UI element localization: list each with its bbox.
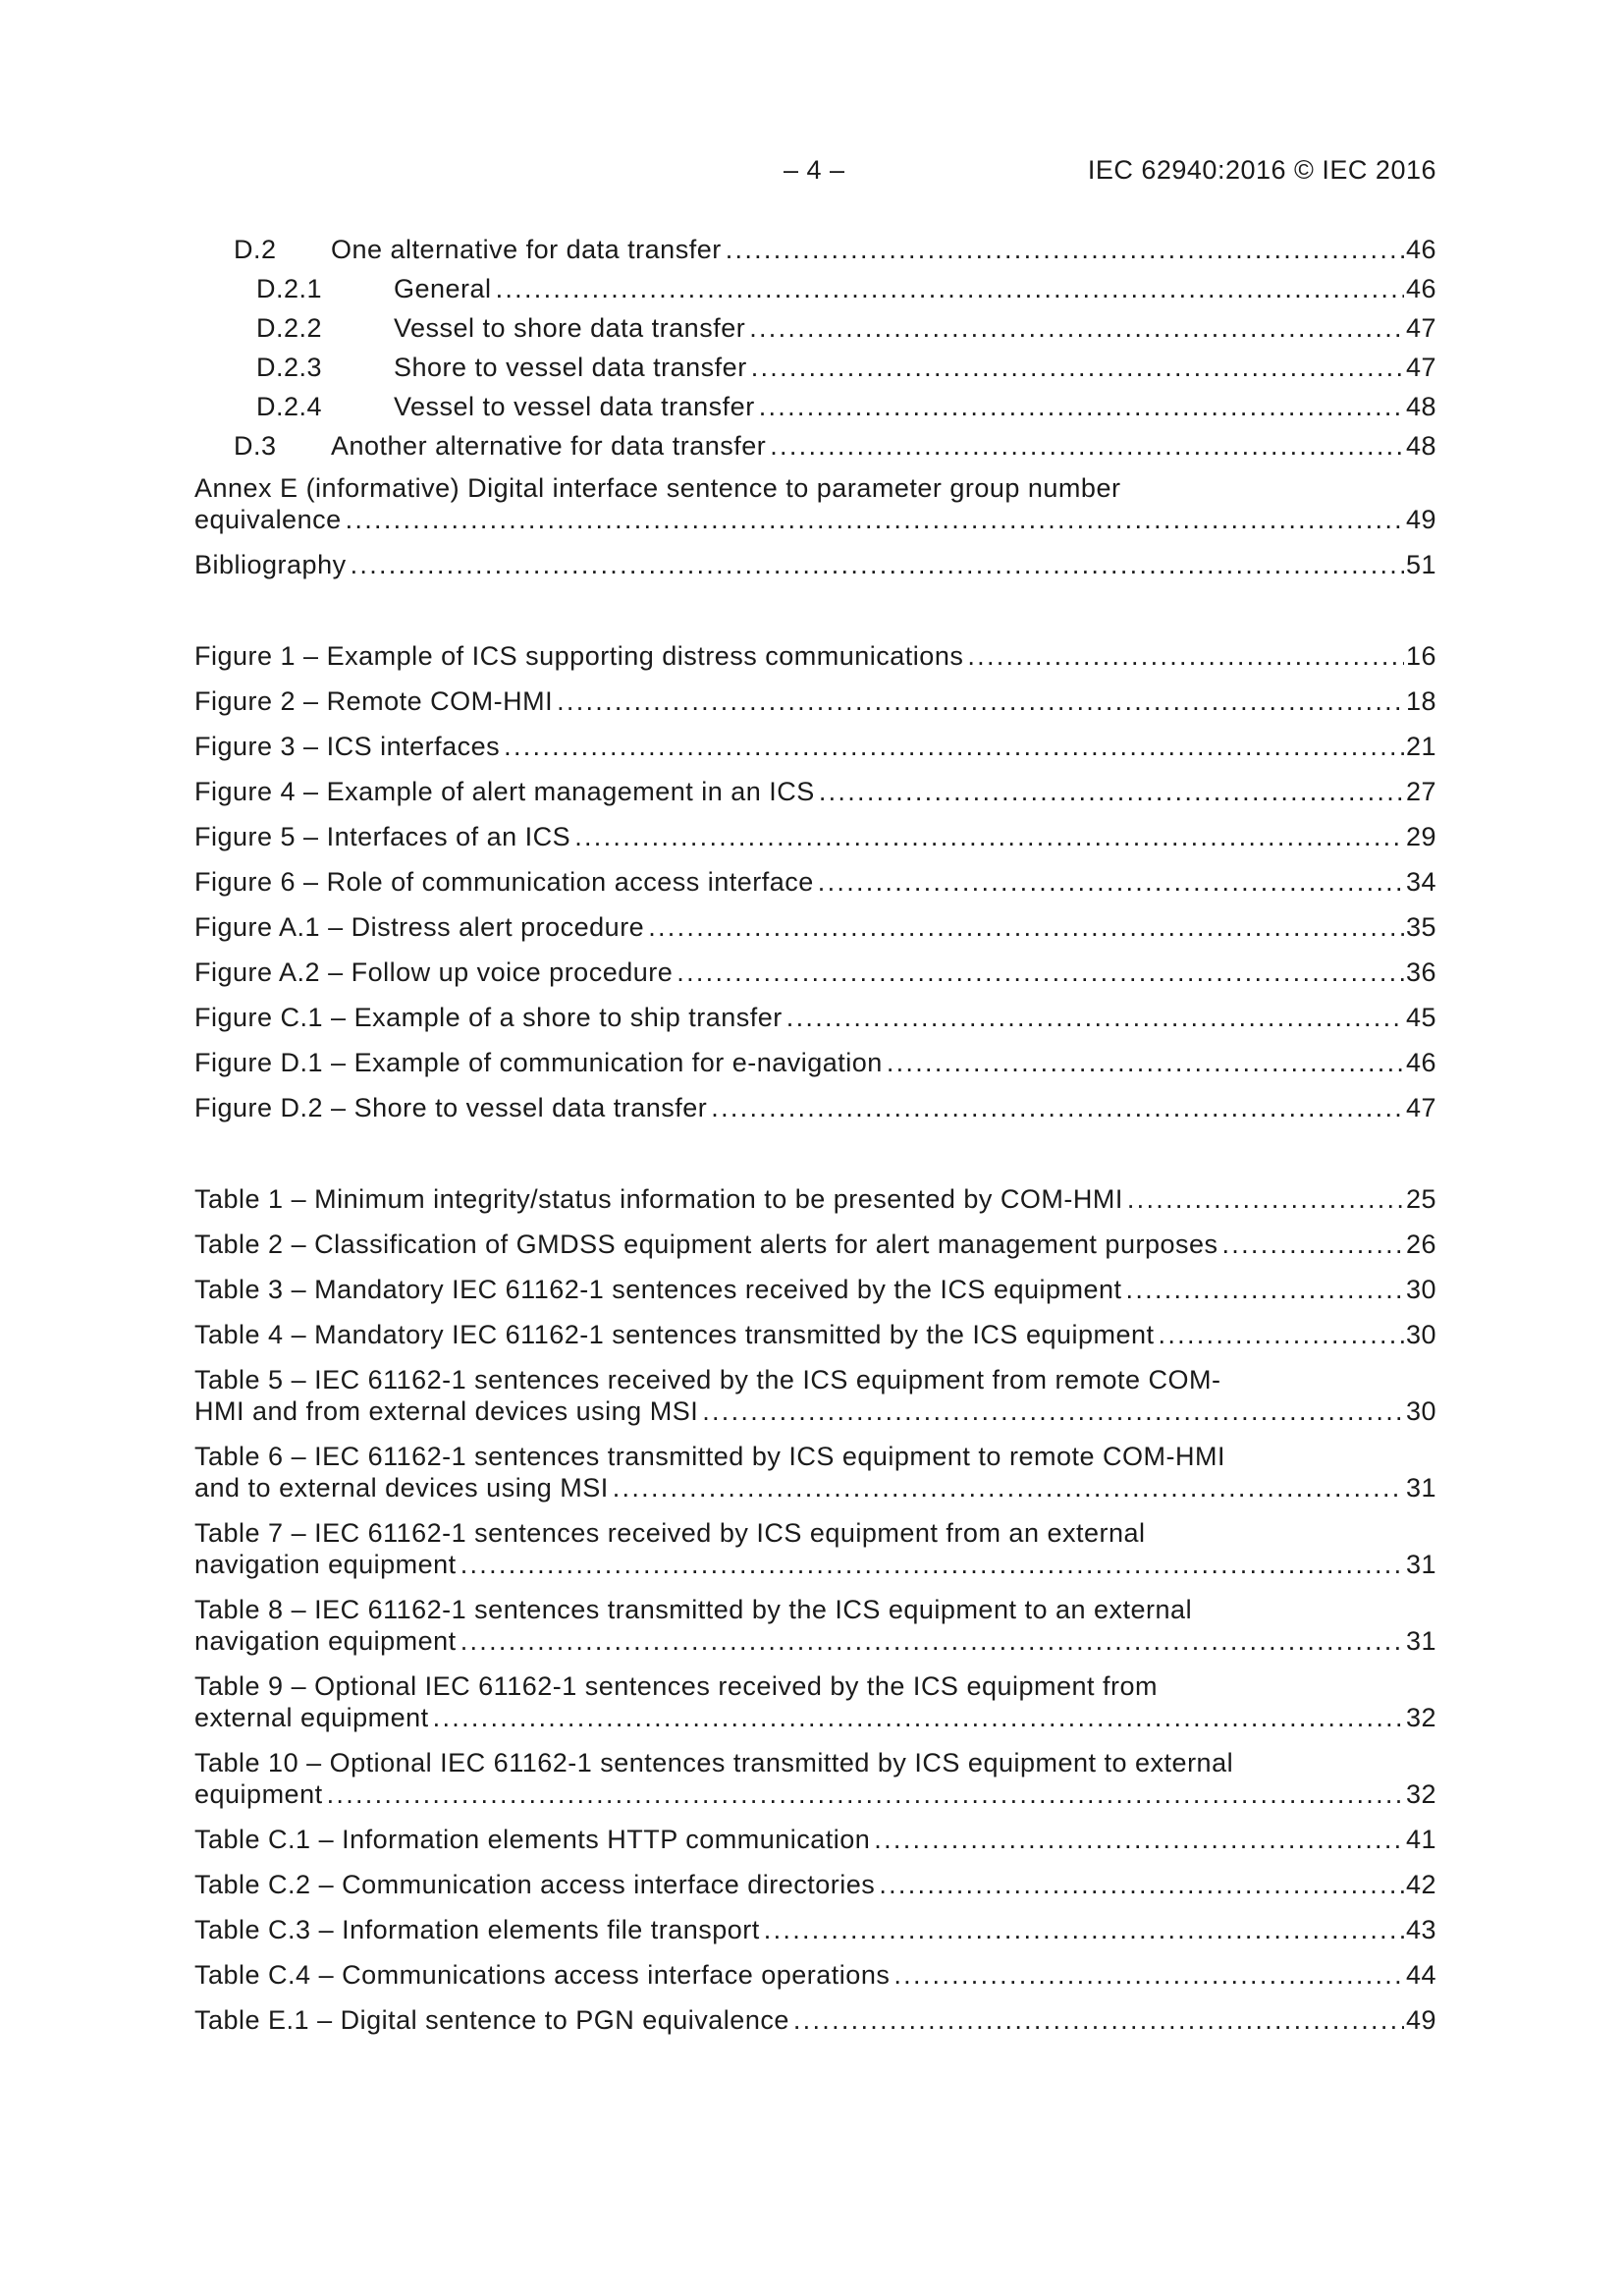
- figure-entry-title: Figure D.1 – Example of communication for e-navigation: [194, 1048, 883, 1077]
- figure-entry-title: Figure 3 – ICS interfaces: [194, 732, 501, 761]
- table-entry-title: Table C.1 – Information elements HTTP communication: [194, 1825, 871, 1854]
- figure-entry[interactable]: [194, 685, 1436, 717]
- dot-leader: [818, 866, 1404, 898]
- table-entry-page: 26: [1405, 1230, 1436, 1259]
- dot-leader: [887, 1047, 1404, 1078]
- toc-entry-page: 48: [1405, 431, 1436, 461]
- figure-entry-page: 34: [1405, 867, 1436, 897]
- table-entry-page: 41: [1405, 1825, 1436, 1854]
- figure-entry-page: 16: [1405, 641, 1436, 671]
- dot-leader: [504, 731, 1404, 762]
- table-entry[interactable]: [194, 1670, 1436, 1733]
- table-entry-title: Table 1 – Minimum integrity/status information to be presented by COM-HMI: [194, 1184, 1123, 1214]
- table-entry[interactable]: [194, 1824, 1436, 1855]
- dot-leader: [893, 1959, 1404, 1991]
- table-entry-title: Table C.2 – Communication access interface directories: [194, 1870, 876, 1899]
- figure-entry[interactable]: [194, 776, 1436, 807]
- table-entry[interactable]: [194, 1441, 1436, 1503]
- figure-entry-page: 29: [1405, 822, 1436, 851]
- table-entry-title-line2: and to external devices using MSI: [194, 1473, 609, 1503]
- table-entry-title: Table 2 – Classification of GMDSS equipment alerts for alert management purposes: [194, 1230, 1218, 1259]
- toc-entry-page: 46: [1405, 274, 1436, 303]
- table-entry-page: 32: [1405, 1779, 1436, 1809]
- table-entry-title-line1: Table 5 – IEC 61162-1 sentences received by the ICS equipment from remote COM-: [194, 1365, 1221, 1394]
- figure-entry-title: Figure 5 – Interfaces of an ICS: [194, 822, 571, 851]
- dot-leader: [967, 640, 1404, 672]
- table-entry-page: 42: [1405, 1870, 1436, 1899]
- dot-leader: [1126, 1274, 1404, 1305]
- table-entry-page: 25: [1405, 1184, 1436, 1214]
- dot-leader: [770, 430, 1404, 462]
- table-entry-title-line2: HMI and from external devices using MSI: [194, 1396, 699, 1426]
- table-entry-page: 30: [1405, 1275, 1436, 1304]
- table-entry-title-line1: Table 6 – IEC 61162-1 sentences transmitted by ICS equipment to remote COM-HMI: [194, 1442, 1225, 1471]
- table-entry-title-line1: Table 10 – Optional IEC 61162-1 sentences transmitted by ICS equipment to external: [194, 1748, 1234, 1777]
- toc-entry-number: D.2.3: [256, 353, 323, 382]
- dot-leader: [496, 273, 1404, 304]
- figure-entry[interactable]: [194, 1002, 1436, 1033]
- toc-entry-title-line1: Annex E (informative) Digital interface sentence to parameter group number: [194, 473, 1121, 503]
- table-entry[interactable]: [194, 1594, 1436, 1657]
- toc-entry-page: 46: [1405, 235, 1436, 264]
- table-entry-page: 30: [1405, 1396, 1436, 1426]
- dot-leader: [749, 312, 1404, 344]
- figure-entry-title: Figure 1 – Example of ICS supporting distress communications: [194, 641, 964, 671]
- dot-leader: [676, 957, 1404, 988]
- toc-entry-number: D.2.1: [256, 274, 323, 303]
- toc-entry-number: D.2: [234, 235, 277, 264]
- figure-entry-page: 35: [1405, 912, 1436, 942]
- dot-leader: [460, 1549, 1404, 1580]
- dot-leader: [648, 911, 1404, 943]
- toc-entry-annex-e[interactable]: [194, 472, 1436, 535]
- toc-entry[interactable]: [194, 312, 1436, 344]
- table-entry[interactable]: [194, 1914, 1436, 1945]
- figure-entry-page: 21: [1405, 732, 1436, 761]
- table-entry[interactable]: [194, 1869, 1436, 1900]
- table-entry-page: 49: [1405, 2005, 1436, 2035]
- dot-leader: [433, 1702, 1404, 1733]
- toc-entry-page: 48: [1405, 392, 1436, 421]
- figure-entry-title: Figure A.1 – Distress alert procedure: [194, 912, 645, 942]
- table-entry-title-line2: navigation equipment: [194, 1550, 457, 1579]
- dot-leader: [759, 391, 1404, 422]
- toc-entry-number: D.3: [234, 431, 277, 461]
- dot-leader: [327, 1778, 1404, 1810]
- table-entry-title-line1: Table 9 – Optional IEC 61162-1 sentences received by the ICS equipment from: [194, 1671, 1159, 1701]
- toc-entry-title: One alternative for data transfer: [331, 235, 722, 264]
- dot-leader: [711, 1092, 1404, 1123]
- figure-entry-page: 45: [1405, 1003, 1436, 1032]
- dot-leader: [557, 685, 1404, 717]
- dot-leader: [786, 1002, 1404, 1033]
- table-entry-page: 30: [1405, 1320, 1436, 1349]
- figure-entry-title: Figure C.1 – Example of a shore to ship transfer: [194, 1003, 783, 1032]
- toc-entry[interactable]: [194, 352, 1436, 383]
- table-entry[interactable]: [194, 1319, 1436, 1350]
- figure-entry-title: Figure 4 – Example of alert management in an ICS: [194, 777, 815, 806]
- dot-leader: [819, 776, 1404, 807]
- figure-entry[interactable]: [194, 1092, 1436, 1123]
- document-id: IEC 62940:2016 © IEC 2016: [1087, 155, 1436, 185]
- dot-leader: [879, 1869, 1404, 1900]
- dot-leader: [1127, 1183, 1404, 1215]
- table-entry[interactable]: [194, 1274, 1436, 1305]
- toc-entry[interactable]: [194, 273, 1436, 304]
- table-entry[interactable]: [194, 1747, 1436, 1810]
- table-entry[interactable]: [194, 1183, 1436, 1215]
- figure-entry[interactable]: [194, 911, 1436, 943]
- toc-entry-bibliography[interactable]: [194, 549, 1436, 580]
- figure-entry-page: 27: [1405, 777, 1436, 806]
- dot-leader: [351, 549, 1404, 580]
- table-entry-title-line1: Table 8 – IEC 61162-1 sentences transmitted by the ICS equipment to an external: [194, 1595, 1193, 1624]
- dot-leader: [574, 821, 1404, 852]
- table-entry-title-line2: external equipment: [194, 1703, 429, 1732]
- figure-entry[interactable]: [194, 957, 1436, 988]
- figure-entry[interactable]: [194, 731, 1436, 762]
- figure-entry-page: 47: [1405, 1093, 1436, 1122]
- dot-leader: [874, 1824, 1404, 1855]
- table-entry-title: Table C.3 – Information elements file transport: [194, 1915, 760, 1944]
- table-entry-title: Table 3 – Mandatory IEC 61162-1 sentences received by the ICS equipment: [194, 1275, 1122, 1304]
- dot-leader: [346, 504, 1404, 535]
- table-entry-page: 44: [1405, 1960, 1436, 1990]
- figure-entry[interactable]: [194, 640, 1436, 672]
- table-entry[interactable]: [194, 1959, 1436, 1991]
- figure-entry-page: 36: [1405, 957, 1436, 987]
- figure-entry[interactable]: [194, 821, 1436, 852]
- page-number: – 4 –: [784, 155, 845, 185]
- table-entry-page: 31: [1405, 1473, 1436, 1503]
- toc-entry-page: 47: [1405, 353, 1436, 382]
- figure-entry-page: 18: [1405, 686, 1436, 716]
- dot-leader: [1222, 1229, 1404, 1260]
- figure-entry[interactable]: [194, 1047, 1436, 1078]
- table-entry[interactable]: [194, 1517, 1436, 1580]
- toc-entry-number: D.2.4: [256, 392, 323, 421]
- table-entry-title-line2: equipment: [194, 1779, 323, 1809]
- figure-entry-page: 46: [1405, 1048, 1436, 1077]
- table-entry-title-line2: navigation equipment: [194, 1626, 457, 1656]
- dot-leader: [702, 1395, 1404, 1427]
- toc-entry[interactable]: [194, 234, 1436, 265]
- toc-entry-title: General: [394, 274, 492, 303]
- toc-entry-page: 51: [1405, 550, 1436, 579]
- table-entry[interactable]: [194, 1364, 1436, 1427]
- table-entry-page: 31: [1405, 1550, 1436, 1579]
- page-header: [194, 155, 1436, 191]
- dot-leader: [1159, 1319, 1404, 1350]
- table-entry-title: Table C.4 – Communications access interface operations: [194, 1960, 891, 1990]
- toc-entry-title: Vessel to shore data transfer: [394, 313, 746, 343]
- dot-leader: [764, 1914, 1404, 1945]
- figure-entry-title: Figure 2 – Remote COM-HMI: [194, 686, 554, 716]
- toc-entry-title: Vessel to vessel data transfer: [394, 392, 755, 421]
- table-entry-page: 32: [1405, 1703, 1436, 1732]
- table-entry-page: 31: [1405, 1626, 1436, 1656]
- table-entry-page: 43: [1405, 1915, 1436, 1944]
- figure-entry[interactable]: [194, 866, 1436, 898]
- figure-entry-title: Figure D.2 – Shore to vessel data transfer: [194, 1093, 708, 1122]
- table-entry-title: Table 4 – Mandatory IEC 61162-1 sentences transmitted by the ICS equipment: [194, 1320, 1155, 1349]
- table-entry-title: Table E.1 – Digital sentence to PGN equivalence: [194, 2005, 789, 2035]
- dot-leader: [793, 2004, 1404, 2036]
- figure-entry-title: Figure A.2 – Follow up voice procedure: [194, 957, 674, 987]
- toc-entry-number: D.2.2: [256, 313, 323, 343]
- table-entry[interactable]: [194, 2004, 1436, 2036]
- figure-entry-title: Figure 6 – Role of communication access interface: [194, 867, 814, 897]
- dot-leader: [751, 352, 1404, 383]
- toc-entry-title: Another alternative for data transfer: [331, 431, 767, 461]
- dot-leader: [726, 234, 1404, 265]
- dot-leader: [613, 1472, 1404, 1503]
- toc-entry-title: Bibliography: [194, 550, 347, 579]
- toc-entry[interactable]: [194, 391, 1436, 422]
- dot-leader: [460, 1625, 1404, 1657]
- toc-entry-title: Shore to vessel data transfer: [394, 353, 747, 382]
- toc-entry-title-line2: equivalence: [194, 505, 342, 534]
- toc-entry[interactable]: [194, 430, 1436, 462]
- toc-entry-page: 49: [1405, 505, 1436, 534]
- toc-entry-page: 47: [1405, 313, 1436, 343]
- table-entry-title-line1: Table 7 – IEC 61162-1 sentences received by ICS equipment from an external: [194, 1518, 1146, 1548]
- table-entry[interactable]: [194, 1229, 1436, 1260]
